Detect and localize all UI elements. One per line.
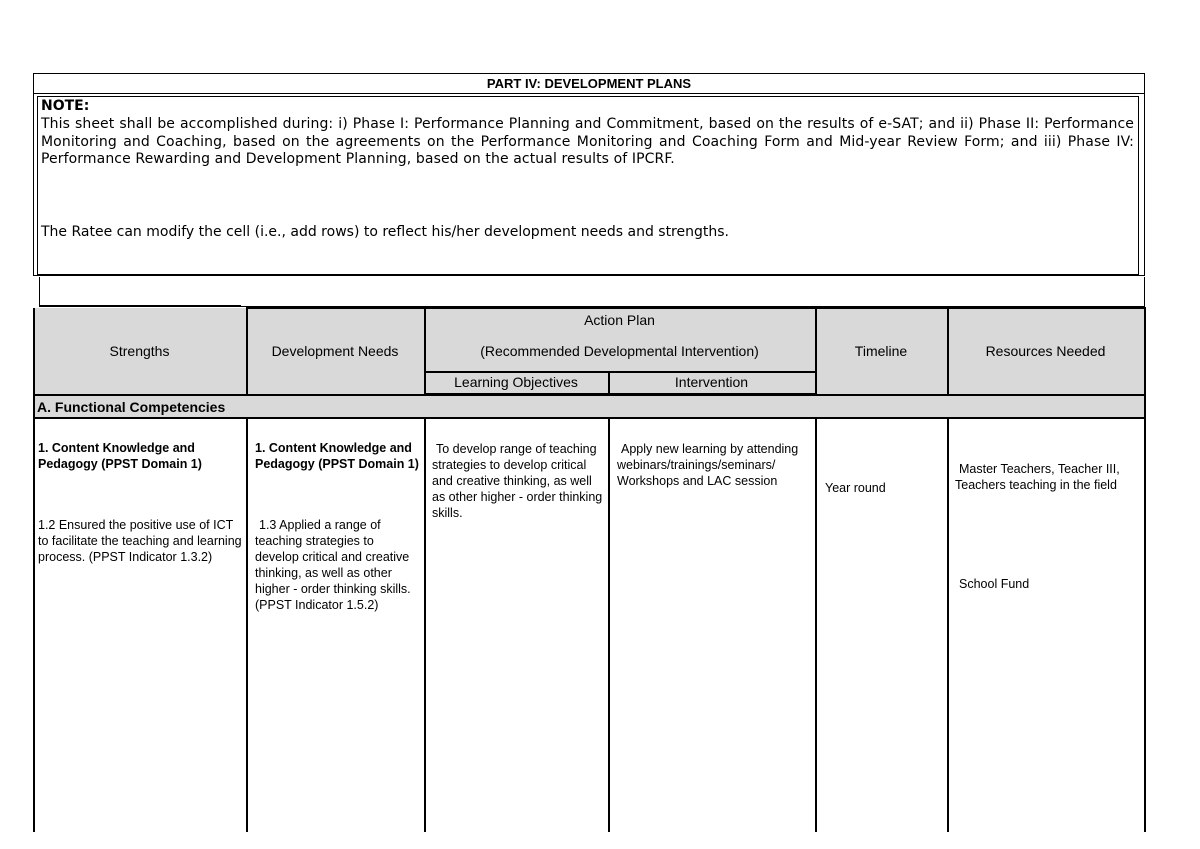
- page-title: PART IV: DEVELOPMENT PLANS: [33, 73, 1145, 94]
- header-strengths: Strengths: [109, 343, 170, 359]
- strengths-indicator: 1.2 Ensured the positive use of ICT to facilitate the teaching and learning process. (PPST Indicator 1.3.2): [38, 518, 242, 564]
- needs-domain: 1. Content Knowledge and Pedagogy (PPST Domain 1): [255, 441, 419, 471]
- spacer-box: [39, 277, 1145, 307]
- header-learning-objectives: Learning Objectives: [454, 374, 578, 390]
- note-body: This sheet shall be accomplished during: i) Phase I: Performance Planning and Commitment, based on the results of e-SAT; and ii) Phase II: Performance Monitoring and Coaching, based on the agreements on the Performance Monitoring and Coaching Form and Mid-year Review Form; and iii) Phase IV: Performance Rewarding and Development Planning, based on the actual results of IPCRF.: [41, 116, 1134, 167]
- note-section: [33, 94, 1145, 276]
- strengths-domain: 1. Content Knowledge and Pedagogy (PPST Domain 1): [38, 441, 202, 471]
- header-intervention: Intervention: [674, 374, 749, 390]
- note-instruction: The Ratee can modify the cell (i.e., add rows) to reflect his/her development needs and strengths.: [41, 224, 729, 240]
- learning-objectives-cell: To develop range of teaching strategies to develop critical and creative thinking, as well as other higher - order thinking skills.: [432, 442, 603, 520]
- timeline-cell: Year round: [825, 481, 886, 495]
- header-development-needs: Development Needs: [271, 343, 399, 359]
- resources-fund: School Fund: [959, 577, 1030, 591]
- section-label: A. Functional Competencies: [37, 399, 226, 415]
- header-timeline: Timeline: [854, 343, 908, 359]
- note-label: NOTE:: [41, 98, 90, 114]
- spacer-underline: [39, 305, 241, 307]
- header-action-plan-sub: (Recommended Developmental Intervention): [480, 343, 759, 359]
- resources-people: Master Teachers, Teacher III, Teachers teaching in the field: [955, 462, 1120, 492]
- needs-indicator: 1.3 Applied a range of teaching strategies to develop critical and creative thinking, as well as other higher - order thinking skills. (PPST Indicator 1.5.2): [255, 518, 411, 612]
- header-action-plan: Action Plan: [584, 312, 655, 328]
- header-resources-needed: Resources Needed: [985, 343, 1106, 359]
- intervention-cell: Apply new learning by attending webinars/trainings/seminars/ Workshops and LAC session: [617, 442, 799, 488]
